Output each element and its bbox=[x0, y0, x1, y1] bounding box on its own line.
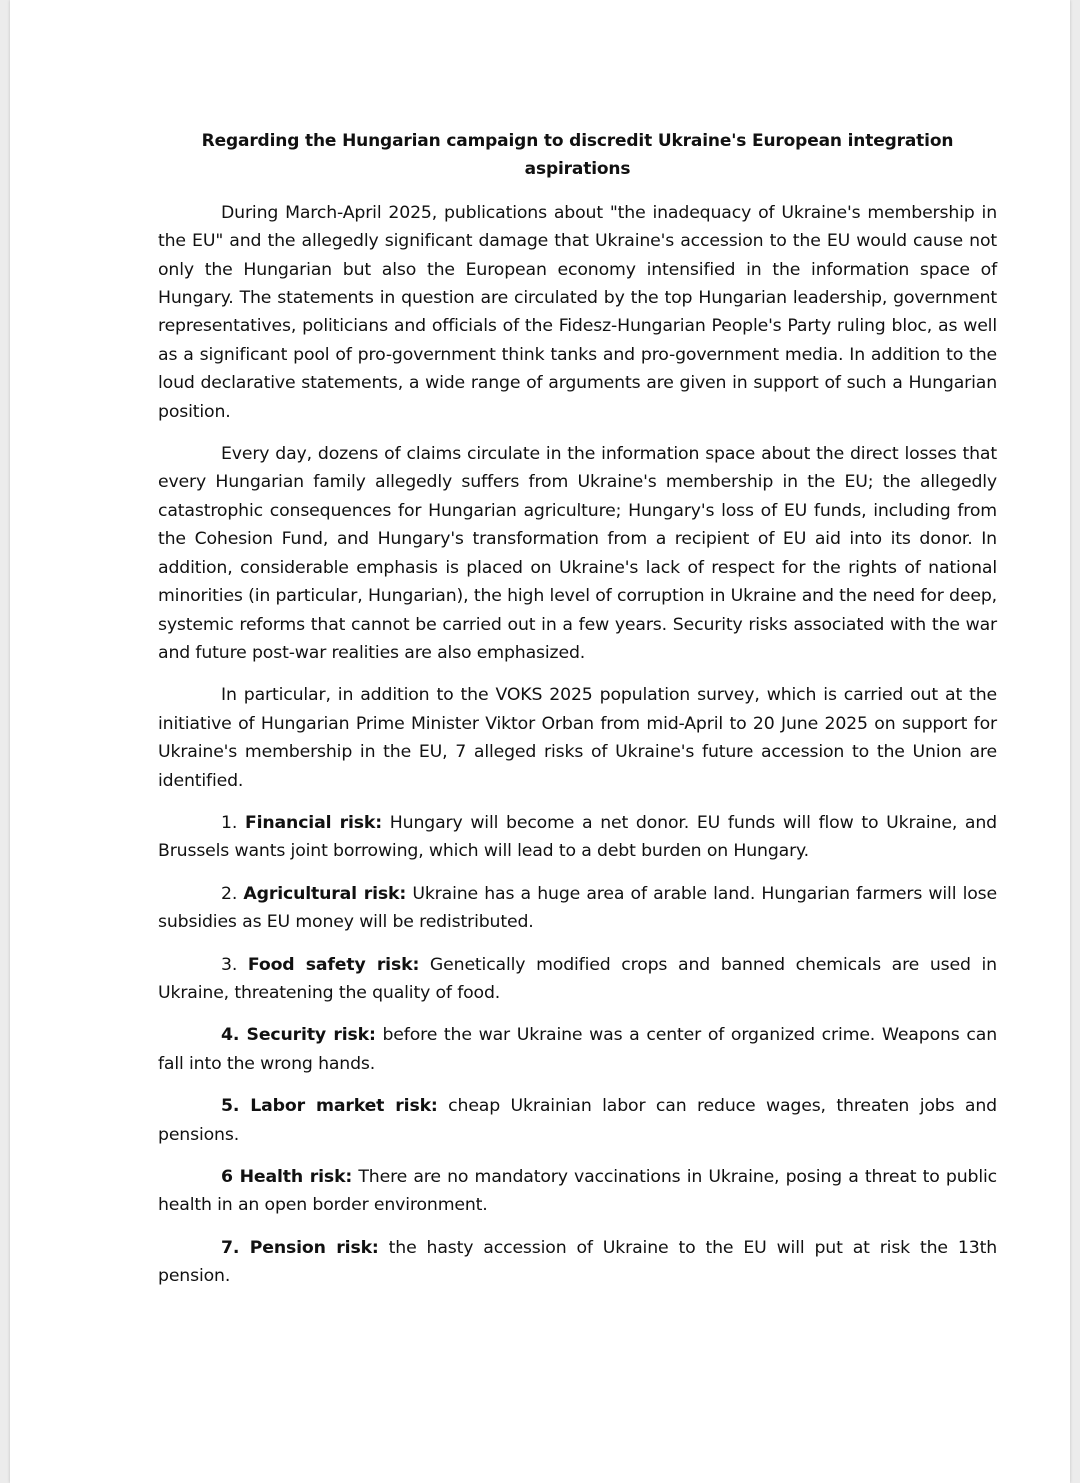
risk-item-agricultural bbox=[158, 880, 997, 937]
risk-item-labor-market bbox=[158, 1092, 997, 1149]
risk-heading: Agricultural risk: bbox=[243, 883, 407, 904]
risk-text: the hasty accession of Ukraine to the EU will put at risk the 13th pension. bbox=[158, 1237, 998, 1287]
risk-heading: 7. Pension risk: bbox=[221, 1237, 379, 1258]
risk-item-food-safety bbox=[158, 951, 997, 1008]
document-page bbox=[10, 0, 1070, 1483]
risk-item-security bbox=[158, 1021, 997, 1078]
paragraph-3: In particular, in addition to the VOKS 2025 population survey, which is carried out at the initiative of Hungarian Prime Minister Viktor Orban from mid-April to 20 June 2025 on support for Ukraine's membership in the EU, 7 alleged risks of Ukraine's future accession to the Union are identified. bbox=[158, 685, 997, 791]
risk-number: 2. bbox=[221, 883, 244, 904]
risk-item-health bbox=[158, 1163, 997, 1220]
document-title: Regarding the Hungarian campaign to discredit Ukraine's European integration aspirations bbox=[201, 131, 954, 180]
document-body bbox=[158, 127, 997, 1305]
risk-text: Ukraine has a huge area of arable land. Hungarian farmers will lose subsidies as EU money will be redistributed. bbox=[158, 883, 997, 933]
risk-heading: 6 Health risk: bbox=[221, 1167, 353, 1187]
risk-text: Genetically modified crops and banned chemicals are used in Ukraine, threatening the quality of food. bbox=[158, 954, 997, 1003]
risk-text: cheap Ukrainian labor can reduce wages, threaten jobs and pensions. bbox=[158, 1096, 997, 1145]
risk-text: Hungary will become a net donor. EU funds will flow to Ukraine, and Brussels wants joint borrowing, which will lead to a debt burden on Hungary. bbox=[158, 812, 997, 862]
risk-item-pension bbox=[158, 1234, 997, 1291]
paragraph-1: During March-April 2025, publications about "the inadequacy of Ukraine's membership in the EU" and the allegedly significant damage that Ukraine's accession to the EU would cause not only the Hungarian but also the European economy intensified in the information space of Hungary. The statements in question are circulated by the top Hungarian leadership, government representatives, politicians and officials of the Fidesz-Hungarian People's Party ruling bloc, as well as a significant pool of pro-government think tanks and pro-government media. In addition to the loud declarative statements, a wide range of arguments are given in support of such a Hungarian position. bbox=[158, 202, 997, 422]
risk-number: 3. bbox=[221, 954, 248, 975]
risk-heading: Financial risk: bbox=[244, 812, 383, 833]
paragraph-2: Every day, dozens of claims circulate in the information space about the direct losses that every Hungarian family allegedly suffers from Ukraine's membership in the EU; the allegedly catastrophic consequences for Hungarian agriculture; Hungary's loss of EU funds, including from the Cohesion Fund, and Hungary's transformation from a recipient of EU aid into its donor. In addition, considerable emphasis is placed on Ukraine's lack of respect for the rights of national minorities (in particular, Hungarian), the high level of corruption in Ukraine and the need for deep, systemic reforms that cannot be carried out in a few years. Security risks associated with the war and future post-war realities are also emphasized. bbox=[158, 444, 997, 663]
risk-number: 1. bbox=[221, 812, 245, 833]
risk-text: before the war Ukraine was a center of organized crime. Weapons can fall into the wrong hands. bbox=[158, 1025, 997, 1074]
risk-heading: 4. Security risk: bbox=[221, 1025, 376, 1046]
risk-heading: Food safety risk: bbox=[247, 954, 420, 975]
risk-heading: 5. Labor market risk: bbox=[221, 1096, 438, 1117]
risk-text: There are no mandatory vaccinations in Ukraine, posing a threat to public health in an open border environment. bbox=[158, 1167, 997, 1216]
risk-item-financial bbox=[158, 809, 997, 866]
